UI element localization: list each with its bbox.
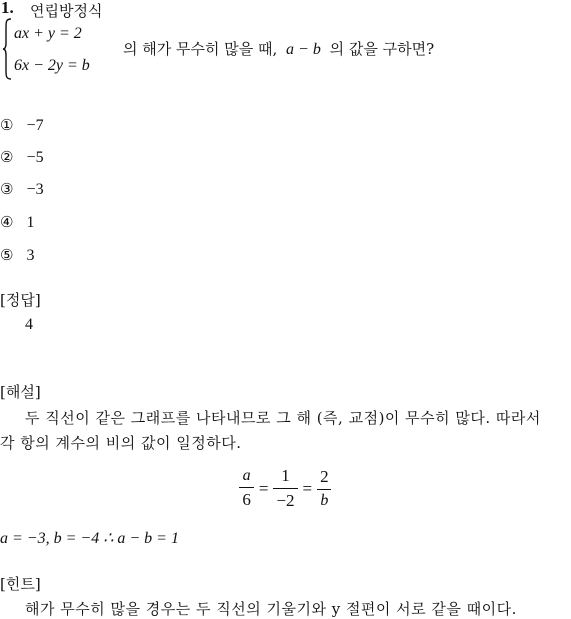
prompt-post: 의 값을 구하면? <box>329 40 435 58</box>
explanation-line-1: 두 직선이 같은 그래프를 나타내므로 그 해 (즉, 교점)이 무수히 많다. 따라서 <box>25 409 541 427</box>
fraction-numerator: a <box>242 467 251 484</box>
choice-mark: ④ <box>0 213 14 231</box>
choice-2[interactable] <box>0 147 44 167</box>
answer-value: 4 <box>25 316 33 333</box>
fraction-1-over-neg2 <box>273 466 297 511</box>
explanation-line-2: 각 항의 계수의 비의 값이 일정하다. <box>0 434 242 452</box>
prompt-expression: a − b <box>286 41 321 58</box>
choice-value: 3 <box>26 247 35 264</box>
hint-line: 해가 무수히 많을 경우는 두 직선의 기울기와 y 절편이 서로 같을 때이다. <box>25 600 517 618</box>
equals-sign: = <box>302 478 313 498</box>
fraction-2-over-b <box>317 467 332 510</box>
choice-3[interactable] <box>0 179 44 199</box>
fraction-denominator: 6 <box>239 487 254 510</box>
choice-5[interactable] <box>0 245 35 265</box>
fraction-denominator: −2 <box>273 488 297 511</box>
choice-value: −7 <box>26 117 44 134</box>
choice-mark: ⑤ <box>0 246 14 264</box>
equation-1: ax + y = 2 <box>14 25 82 42</box>
fraction-numerator: 1 <box>281 466 290 485</box>
choice-4[interactable] <box>0 212 35 232</box>
fraction-a-over-6 <box>239 467 254 510</box>
choice-mark: ③ <box>0 180 14 198</box>
choice-mark: ② <box>0 148 14 166</box>
choice-value: −5 <box>26 149 44 166</box>
fraction-denominator: b <box>317 489 331 510</box>
prompt-pre: 의 해가 무수히 많을 때, <box>123 40 278 58</box>
left-brace-icon <box>2 18 12 80</box>
hint-heading: [힌트] <box>0 575 41 593</box>
explanation-result: a = −3, b = −4 ∴ a − b = 1 <box>0 530 179 547</box>
choice-value: −3 <box>26 181 44 198</box>
choice-value: 1 <box>26 214 35 231</box>
fraction-numerator: 2 <box>320 467 329 486</box>
question-intro: 연립방정식 <box>30 2 103 20</box>
equals-sign: = <box>258 478 269 498</box>
explanation-heading: [해설] <box>0 383 41 401</box>
question-prompt <box>123 38 434 59</box>
choice-1[interactable] <box>0 115 44 135</box>
ratio-formula <box>0 466 571 511</box>
answer-heading: [정답] <box>0 291 41 309</box>
choice-mark: ① <box>0 116 14 134</box>
equation-2: 6x − 2y = b <box>14 57 90 74</box>
question-number: 1. <box>1 0 14 17</box>
